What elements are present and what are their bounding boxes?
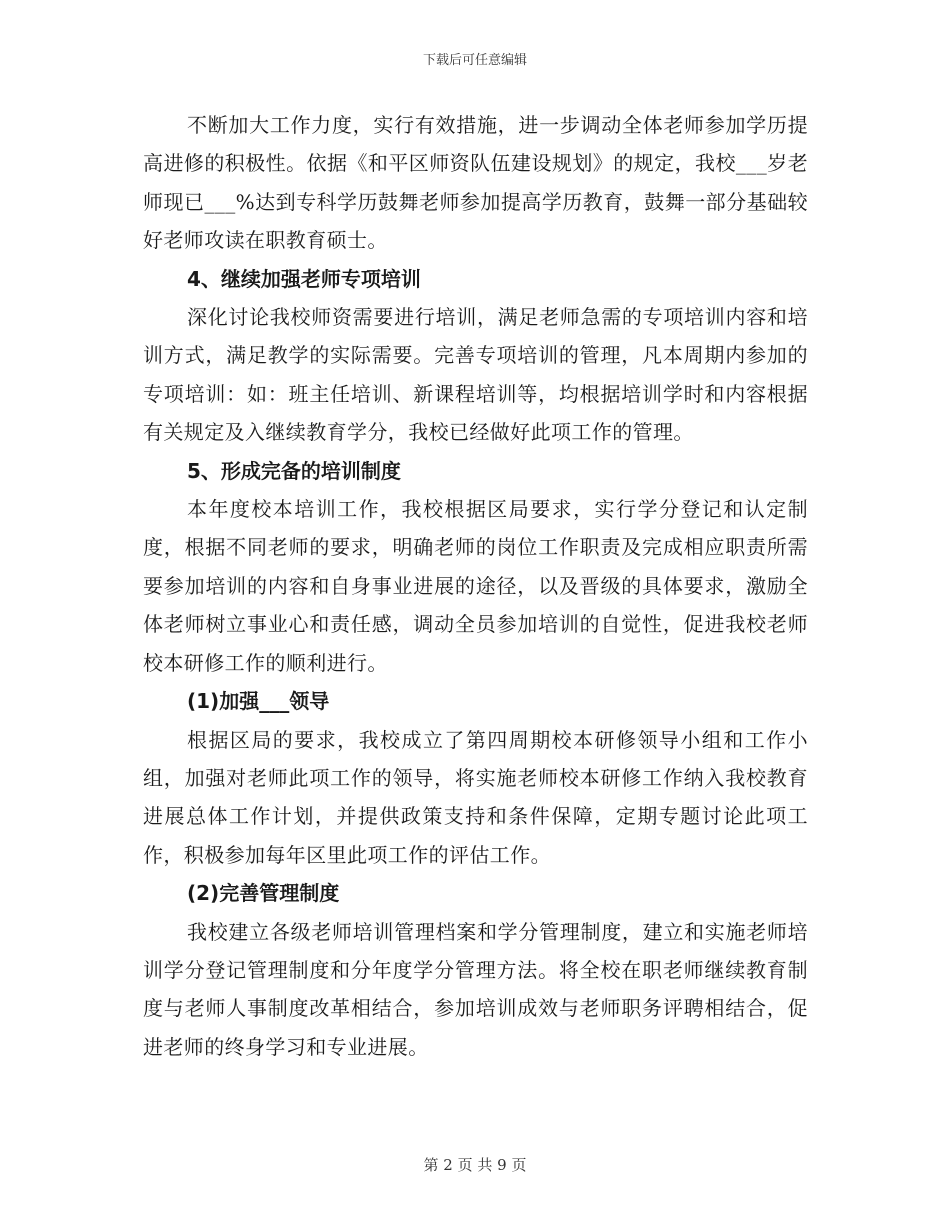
page-header: 下载后可任意编辑 — [422, 53, 527, 68]
subsection-heading-2: (2)完善管理制度 — [187, 881, 340, 906]
paragraph-4: 根据区局的要求，我校成立了第四周期校本研修领导小组和工作小组，加强对老师此项工作的领导，将实施老师校本研修工作纳入我校教育进展总体工作计划，并提供政策支持和条件保障，定期专题讨论此项工作，积极参加每年区里此项工作的评估工作。 — [143, 727, 808, 867]
paragraph-2: 深化讨论我校师资需要进行培训，满足老师急需的专项培训内容和培训方式，满足教学的实际需要。完善专项培训的管理，凡本周期内参加的专项培训：如：班主任培训、新课程培训等，均根据培训学时和内容根据有关规定及入继续教育学分，我校已经做好此项工作的管理。 — [143, 305, 808, 445]
paragraph-3: 本年度校本培训工作，我校根据区局要求，实行学分登记和认定制度，根据不同老师的要求，明确老师的岗位工作职责及完成相应职责所需要参加培训的内容和自身事业进展的途径，以及晋级的具体要求，激励全体老师树立事业心和责任感，调动全员参加培训的自觉性，促进我校老师校本研修工作的顺利进行。 — [143, 497, 808, 675]
subsection-heading-1: (1)加强___领导 — [187, 689, 330, 714]
section-heading-4: 4、继续加强老师专项培训 — [187, 266, 421, 291]
document-body — [143, 106, 808, 1066]
paragraph-5: 我校建立各级老师培训管理档案和学分管理制度，建立和实施老师培训学分登记管理制度和分年度学分管理方法。将全校在职老师继续教育制度与老师人事制度改革相结合，参加培训成效与老师职务评聘相结合，促进老师的终身学习和专业进展。 — [143, 919, 808, 1059]
paragraph-1: 不断加大工作力度，实行有效措施，进一步调动全体老师参加学历提高进修的积极性。依据《和平区师资队伍建设规划》的规定，我校___岁老师现已___%达到专科学历鼓舞老师参加提高学历教育，鼓舞一部分基础较好老师攻读在职教育硕士。 — [143, 113, 808, 253]
section-heading-5: 5、形成完备的培训制度 — [187, 458, 401, 483]
page-footer: 第 2 页 共 9 页 — [423, 1156, 527, 1174]
